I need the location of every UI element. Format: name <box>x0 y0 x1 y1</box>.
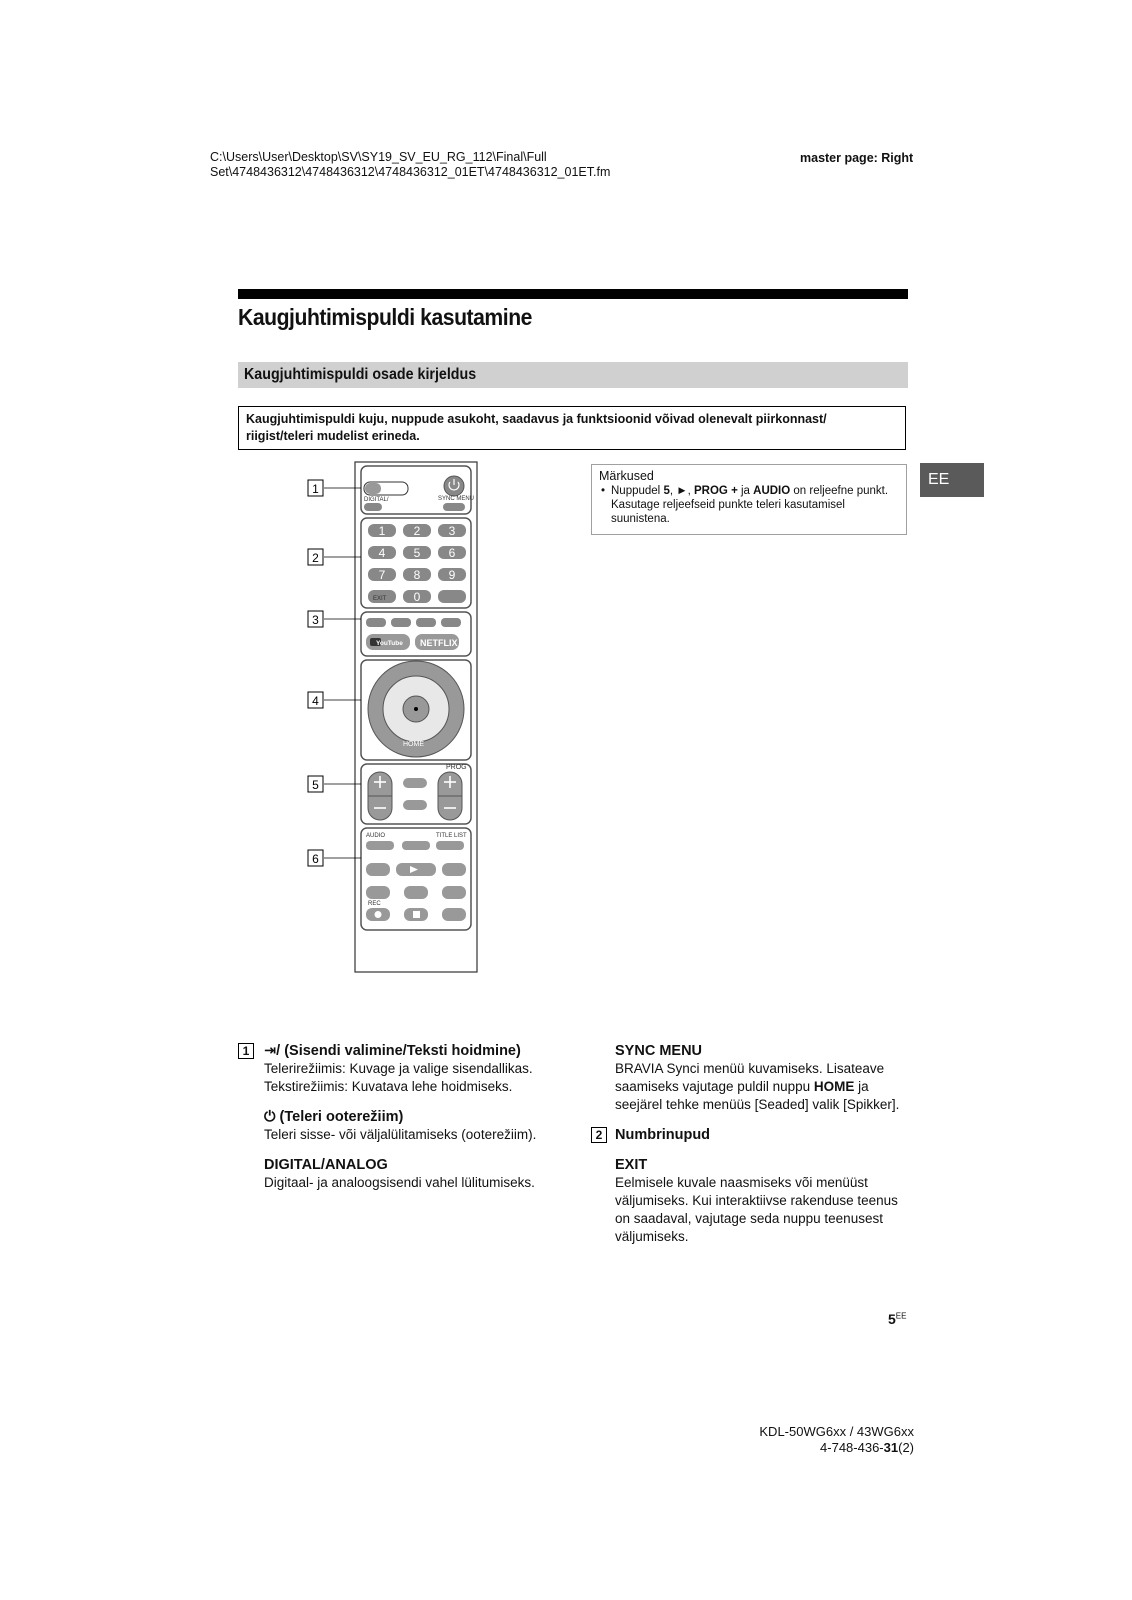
file-path-line2: Set\4748436312\4748436312\4748436312_01ET\4748436312_01ET.fm <box>210 165 611 179</box>
digital-analog-heading: DIGITAL/ANALOG <box>264 1157 388 1173</box>
callout-2: 2 <box>312 551 319 565</box>
file-path <box>210 150 610 180</box>
power-icon: ⏻ <box>264 1109 276 1125</box>
notes-heading: Märkused <box>599 469 654 483</box>
item1-heading <box>238 1042 568 1060</box>
label-netflix: NETFLIX <box>420 638 458 648</box>
sync-menu-heading: SYNC MENU <box>615 1043 703 1059</box>
item2-number: 2 <box>591 1127 607 1143</box>
notes-bullet: • <box>601 485 606 497</box>
language-tab <box>920 463 984 497</box>
digit-3: 3 <box>448 524 456 538</box>
callout-1: 1 <box>312 482 319 496</box>
digit-2: 2 <box>413 524 421 538</box>
notes-text: Nuppudel 5, ►, PROG + ja AUDIO on reljeefne punkt. Kasutage reljeefseid punkte teleri kasutamisel suunistena. <box>611 485 889 525</box>
digit-9: 9 <box>448 568 456 582</box>
digital-analog-text: Digitaal- ja analoogsisendi vahel lülitumiseks. <box>264 1175 535 1190</box>
digit-1: 1 <box>378 524 386 538</box>
callout-3: 3 <box>312 613 319 627</box>
item1-heading-text: / (Sisendi valimine/Teksti hoidmine) <box>276 1043 521 1059</box>
item1-number: 1 <box>238 1043 254 1059</box>
language-tab-label: EE <box>928 471 950 488</box>
callout-6: 6 <box>312 852 319 866</box>
item1-text2: Tekstirežiimis: Kuvatava lehe hoidmiseks. <box>264 1079 513 1094</box>
label-sync-menu: SYNC MENU <box>438 496 475 502</box>
digit-0: 0 <box>413 590 421 604</box>
label-exit: EXIT <box>373 596 387 602</box>
digit-6: 6 <box>448 546 456 560</box>
label-youtube: YouTube <box>376 640 403 647</box>
exit-text: Eelmisele kuvale naasmiseks või menüüst väljumiseks. Kui interaktiivse rakenduse teenus on saadaval, vajutage seda nuppu teenusest väljumiseks. <box>615 1175 898 1244</box>
play-symbol: ► <box>676 485 688 497</box>
remote-illustration <box>300 460 500 980</box>
title-rule <box>238 289 908 299</box>
callout-4: 4 <box>312 694 319 708</box>
standby-text: Teleri sisse- või väljalülitamiseks (ooterežiim). <box>264 1127 537 1142</box>
digit-5: 5 <box>413 546 421 560</box>
item2-heading: 2 Numbrinupud <box>591 1126 911 1144</box>
page-title: Kaugjuhtimispuldi kasutamine <box>238 304 532 330</box>
digit-7: 7 <box>378 568 386 582</box>
model-line1: KDL-50WG6xx / 43WG6xx <box>759 1424 914 1439</box>
callout-5: 5 <box>312 778 319 792</box>
column-left <box>238 1042 568 1192</box>
column-right <box>591 1042 911 1246</box>
digit-4: 4 <box>378 546 386 560</box>
model-line2: 4-748-436-31(2) <box>820 1440 914 1455</box>
master-page-label: master page: Right <box>800 151 914 165</box>
intro-note: Kaugjuhtimispuldi kuju, nuppude asukoht, saadavus ja funktsioonid võivad olenevalt piirkonnast/ riigist/teleri mudelist erineda. <box>246 412 827 443</box>
file-path-line1: C:\Users\User\Desktop\SV\SY19_SV_EU_RG_112\Final\Full <box>210 150 547 164</box>
label-home: HOME <box>403 741 424 748</box>
input-select-icon: ⇥ <box>264 1043 277 1059</box>
sync-menu-text: BRAVIA Synci menüü kuvamiseks. Lisateave saamiseks vajutage puldil nuppu HOME ja seejärel tehke menüüs [Seaded] valik [Spikker]. <box>615 1061 900 1112</box>
digit-8: 8 <box>413 568 421 582</box>
label-rec: REC <box>368 901 381 907</box>
label-digital-analog: DIGITAL/ <box>364 497 389 503</box>
item1-text1: Telerirežiimis: Kuvage ja valige sisendallikas. <box>264 1061 533 1076</box>
exit-heading: EXIT <box>615 1157 648 1173</box>
label-title-list: TITLE LIST <box>436 833 467 839</box>
page-number: $5^{EE}$ <box>888 1311 907 1327</box>
section-title: Kaugjuhtimispuldi osade kirjeldus <box>244 366 477 383</box>
label-prog: PROG <box>446 764 467 771</box>
standby-heading: ⏻ (Teleri ooterežiim) <box>264 1109 404 1125</box>
model-info <box>700 1424 914 1456</box>
label-audio: AUDIO <box>366 833 386 839</box>
